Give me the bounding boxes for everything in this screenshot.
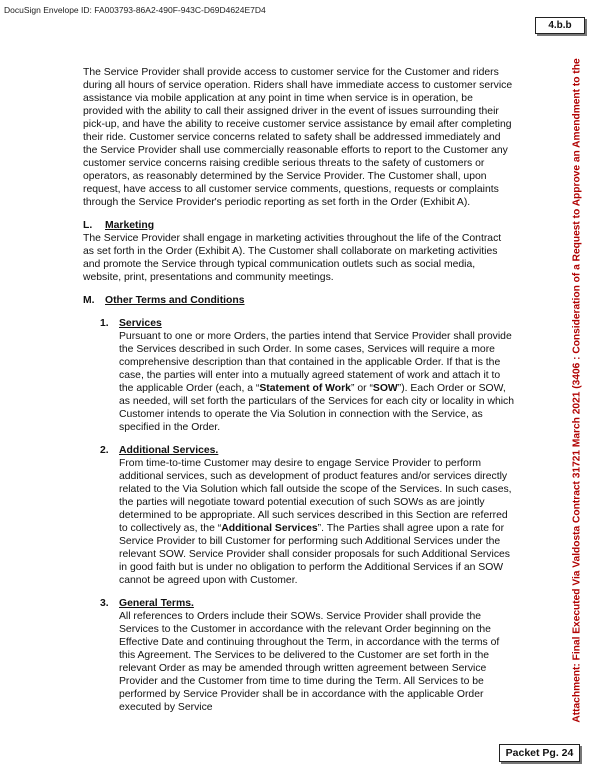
attachment-sidebar [566, 57, 588, 723]
general-terms-paragraph: All references to Orders include their SOWs. Service Provider shall provide the Services to the Customer in accordance with the relevant Order beginning on the Effective Date and continuing throughout the Term, in accordance with the terms of this Agreement. The Services to be delivered to the Customer are set forth in the relevant Order as may be amended through written agreement between Service Provider and the Customer from time to time during the Term. All Services to be performed by Service Provider shall be in accordance with the applicable Order executed by Service [119, 611, 500, 713]
item-1-number: 1. [100, 318, 109, 329]
item-3-heading [83, 597, 515, 610]
item-2-title: Additional Services. [119, 445, 219, 456]
attachment-label: Attachment: Final Executed Via Valdosta Contract 31721 March 2021 (3406 : Consideration of a Request to Approve an Amendment to the [571, 57, 583, 723]
additional-text-a: From time-to-time Customer may desire to engage Service Provider to perform additional services, such as development of product features and/or services directly related to the Via Solution which fall outside the scope of the Services. In such cases, the parties will negotiate toward potential execution of such SOWs as are jointly determined to be appropriate. All such services described in this Section are referred to collectively as, the “ [119, 458, 512, 534]
item-1-heading [83, 317, 515, 330]
services-text-c: ”). Each Order or SOW, as needed, will set forth the particulars of the Services for each city or locality in which Customer intends to operate the Via Solution in connection with the Service, as specified in the Order. [119, 383, 515, 433]
services-paragraph [83, 330, 515, 434]
item-2-heading [83, 444, 515, 457]
section-l-letter: L. [83, 220, 93, 231]
additional-services-term: Additional Services [221, 523, 318, 534]
customer-service-paragraph: The Service Provider shall provide access to customer service for the Customer and riders during all hours of service operation. Riders shall have immediate access to customer service assistance via mobile application at any point in time when service is in operation, be provided with the ability to call their assigned driver in the event of issues surrounding their pick-up, and have the ability to receive customer service assistance by email after completing their ride. Customer service concerns related to safety shall be addressed immediately and the Service Provider shall use commercially reasonable efforts to report to the Customer any customer service concerns raising credible serious threats to the safety of customers or operators, as reasonably determined by the Service Provider. The Customer shall, upon request, have access to all customer service comments, questions, requests or complaints through the Service Provider's periodic reporting as set forth in the Order (Exhibit A). [83, 67, 513, 208]
section-l-title: Marketing [105, 220, 155, 231]
section-l-heading [83, 219, 515, 232]
packet-page-number: Packet Pg. 24 [499, 744, 580, 762]
item-3-title: General Terms. [119, 598, 194, 609]
statement-of-work-term: Statement of Work [259, 383, 351, 394]
docusign-envelope-id: DocuSign Envelope ID: FA003793-86A2-490F-943C-D69D4624E7D4 [4, 5, 266, 15]
item-3-number: 3. [100, 598, 109, 609]
sow-term: SOW [372, 383, 398, 394]
document-body [83, 66, 515, 714]
section-m-title: Other Terms and Conditions [105, 295, 245, 306]
item-1-title: Services [119, 318, 162, 329]
services-text-b: ” or “ [350, 383, 373, 394]
item-2-number: 2. [100, 445, 109, 456]
section-m-heading [83, 294, 515, 307]
services-text-a: Pursuant to one or more Orders, the parties intend that Service Provider shall provide the Services described in such Order. In some cases, Services will require a more comprehensive description than that contained in the applicable Order. If that is the case, the parties will enter into a mutually agreed statement of work and attach it to the applicable Order (each, a “ [119, 331, 512, 394]
additional-services-paragraph [83, 457, 515, 587]
additional-text-b: ”. The Parties shall agree upon a rate for Service Provider to bill Customer for performing such Additional Services under the relevant SOW. Service Provider shall consider proposals for such Additional Services in good faith but is under no obligation to perform the Additional Services if an SOW cannot be agreed upon with Customer. [119, 523, 510, 586]
agenda-item-tag: 4.b.b [535, 17, 585, 34]
section-m-letter: M. [83, 295, 95, 306]
marketing-paragraph: The Service Provider shall engage in marketing activities throughout the life of the Contract as set forth in the Order (Exhibit A). The Customer shall collaborate on marketing activities and promote the Service through typical communication outlets such as social media, website, print, presentations and community meetings. [83, 233, 502, 283]
